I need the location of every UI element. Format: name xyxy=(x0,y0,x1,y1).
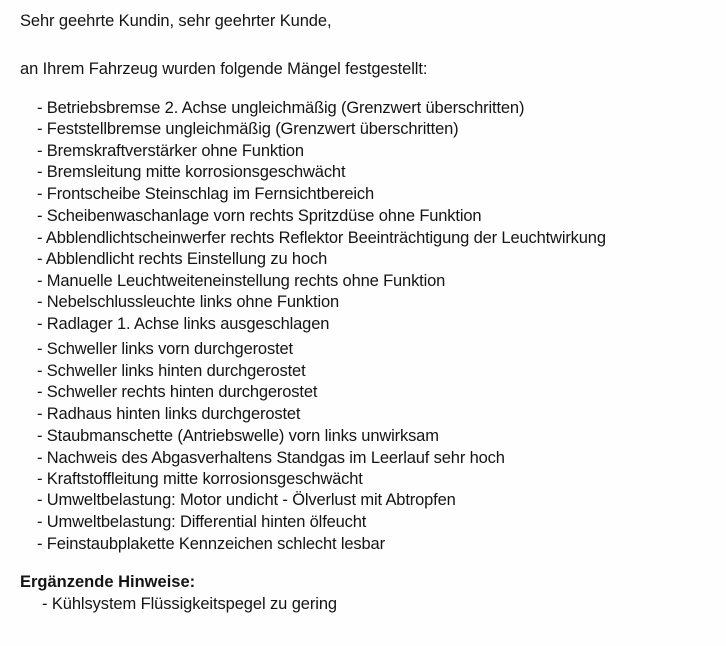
list-item: - Scheibenwaschanlage vorn rechts Spritzdüse ohne Funktion xyxy=(37,207,482,225)
list-item: - Manuelle Leuchtweiteneinstellung rechts ohne Funktion xyxy=(37,272,446,290)
list-item: - Feststellbremse ungleichmäßig (Grenzwert überschritten) xyxy=(37,120,459,138)
list-item: - Nachweis des Abgasverhaltens Standgas im Leerlauf sehr hoch xyxy=(37,449,505,467)
list-item: - Abblendlichtscheinwerfer rechts Reflektor Beeinträchtigung der Leuchtwirkung xyxy=(37,229,606,247)
list-item: - Schweller links hinten durchgerostet xyxy=(37,362,306,380)
list-item: - Radhaus hinten links durchgerostet xyxy=(37,405,301,423)
list-item: - Abblendlicht rechts Einstellung zu hoch xyxy=(37,250,328,268)
list-item: - Umweltbelastung: Motor undicht - Ölverlust mit Abtropfen xyxy=(37,491,456,509)
list-item: - Staubmanschette (Antriebswelle) vorn links unwirksam xyxy=(37,427,439,445)
list-item: - Bremsleitung mitte korrosionsgeschwächt xyxy=(37,163,346,181)
list-item: - Bremskraftverstärker ohne Funktion xyxy=(37,142,304,160)
list-item: - Schweller rechts hinten durchgerostet xyxy=(37,383,318,401)
list-item: - Frontscheibe Steinschlag im Fernsichtbereich xyxy=(37,185,374,203)
salutation: Sehr geehrte Kundin, sehr geehrter Kunde, xyxy=(20,12,332,30)
list-item: - Nebelschlussleuchte links ohne Funktion xyxy=(37,293,340,311)
list-item: - Kraftstoffleitung mitte korrosionsgeschwächt xyxy=(37,470,363,488)
list-item: - Schweller links vorn durchgerostet xyxy=(37,340,293,358)
list-item: - Radlager 1. Achse links ausgeschlagen xyxy=(37,315,330,333)
list-item: - Betriebsbremse 2. Achse ungleichmäßig (Grenzwert überschritten) xyxy=(37,99,525,117)
list-item: - Feinstaubplakette Kennzeichen schlecht lesbar xyxy=(37,535,385,553)
note-item: - Kühlsystem Flüssigkeitspegel zu gering xyxy=(42,595,337,613)
notes-heading: Ergänzende Hinweise: xyxy=(20,573,196,591)
intro-text: an Ihrem Fahrzeug wurden folgende Mängel festgestellt: xyxy=(20,60,428,78)
list-item: - Umweltbelastung: Differential hinten ölfeucht xyxy=(37,513,367,531)
